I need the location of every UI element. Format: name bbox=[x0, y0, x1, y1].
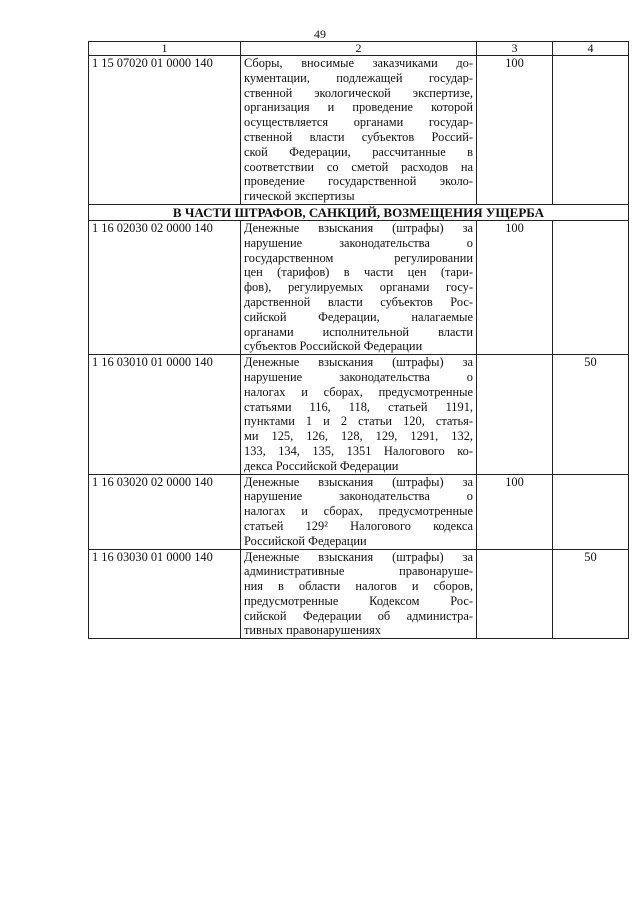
description-line: Денежные взыскания (штрафы) за bbox=[244, 474, 473, 489]
description-line: предусмотренные Кодексом Рос- bbox=[244, 593, 473, 608]
description-line: органами исполнительной власти bbox=[244, 324, 473, 339]
section-header-row bbox=[89, 204, 629, 220]
description-line: организация и проведение которой bbox=[244, 100, 473, 115]
description-line: осуществляется органами государ- bbox=[244, 115, 473, 130]
description-line: статьей 129² Налогового кодекса bbox=[244, 518, 473, 533]
value-cell-col4 bbox=[553, 474, 629, 549]
description-line: ми 125, 126, 128, 129, 1291, 132, bbox=[244, 429, 473, 444]
table-row bbox=[89, 220, 629, 354]
description-line: тивных правонарушениях bbox=[244, 623, 381, 638]
description-line: Денежные взыскания (штрафы) за bbox=[244, 549, 473, 564]
description-line: ской Федерации, рассчитанные в bbox=[244, 144, 473, 159]
description-line: государственном регулировании bbox=[244, 250, 473, 265]
description-line: Сборы, вносимые заказчиками до- bbox=[244, 56, 473, 70]
description-line: Денежные взыскания (штрафы) за bbox=[244, 220, 473, 235]
revenue-table bbox=[88, 41, 629, 639]
value-cell-col4: 50 bbox=[553, 355, 629, 474]
header-cell-col1: 1 bbox=[89, 42, 241, 56]
table-row bbox=[89, 56, 629, 205]
description-line: сийской Федерации, налагаемые bbox=[244, 309, 473, 324]
description-line: нарушение законодательства о bbox=[244, 235, 473, 250]
description-cell bbox=[241, 549, 477, 639]
description-line: 133, 134, 135, 1351 Налогового ко- bbox=[244, 443, 473, 458]
budget-code-cell: 1 16 02030 02 0000 140 bbox=[89, 220, 241, 354]
value-cell-col3: 100 bbox=[477, 56, 553, 205]
description-line: проведение государственной эколо- bbox=[244, 174, 473, 189]
description-cell bbox=[241, 355, 477, 474]
table-row bbox=[89, 549, 629, 639]
description-line: декса Российской Федерации bbox=[244, 458, 399, 473]
budget-code-cell: 1 16 03020 02 0000 140 bbox=[89, 474, 241, 549]
page-number: 49 bbox=[314, 27, 326, 41]
description-line: административные правонаруше- bbox=[244, 564, 473, 579]
description-line: ния в области налогов и сборов, bbox=[244, 579, 473, 594]
description-line: нарушение законодательства о bbox=[244, 369, 473, 384]
value-cell-col3: 100 bbox=[477, 474, 553, 549]
value-cell-col4 bbox=[553, 56, 629, 205]
table-header-row bbox=[89, 42, 629, 56]
description-line: ственной экологической экспертизе, bbox=[244, 85, 473, 100]
description-cell bbox=[241, 56, 477, 205]
description-line: гической экспертизы bbox=[244, 189, 355, 204]
description-line: кументации, подлежащей государ- bbox=[244, 70, 473, 85]
header-cell-col3: 3 bbox=[477, 42, 553, 56]
budget-code-cell: 1 16 03030 01 0000 140 bbox=[89, 549, 241, 639]
description-line: соответствии со сметой расходов на bbox=[244, 159, 473, 174]
header-cell-col2: 2 bbox=[241, 42, 477, 56]
value-cell-col3: 100 bbox=[477, 220, 553, 354]
table-row bbox=[89, 355, 629, 474]
budget-code-cell: 1 16 03010 01 0000 140 bbox=[89, 355, 241, 474]
description-line: налогах и сборах, предусмотренные bbox=[244, 504, 473, 519]
budget-code-cell: 1 15 07020 01 0000 140 bbox=[89, 56, 241, 205]
value-cell-col3 bbox=[477, 549, 553, 639]
description-line: пунктами 1 и 2 статьи 120, статья- bbox=[244, 414, 473, 429]
description-line: налогах и сборах, предусмотренные bbox=[244, 384, 473, 399]
description-line: статьями 116, 118, статьей 1191, bbox=[244, 399, 473, 414]
table-row bbox=[89, 474, 629, 549]
description-line: субъектов Российской Федерации bbox=[244, 339, 423, 354]
description-line: дарственной власти субъектов Рос- bbox=[244, 294, 473, 309]
description-line: нарушение законодательства о bbox=[244, 489, 473, 504]
description-line: Российской Федерации bbox=[244, 533, 367, 548]
description-line: сийской Федерации об администра- bbox=[244, 608, 473, 623]
description-line: Денежные взыскания (штрафы) за bbox=[244, 355, 473, 370]
header-cell-col4: 4 bbox=[553, 42, 629, 56]
description-line: цен (тарифов) в части цен (тари- bbox=[244, 265, 473, 280]
description-cell bbox=[241, 220, 477, 354]
description-line: ственной власти субъектов Россий- bbox=[244, 129, 473, 144]
value-cell-col4: 50 bbox=[553, 549, 629, 639]
description-line: фов), регулируемых органами госу- bbox=[244, 280, 473, 295]
value-cell-col3 bbox=[477, 355, 553, 474]
section-title: В ЧАСТИ ШТРАФОВ, САНКЦИЙ, ВОЗМЕЩЕНИЯ УЩЕРБА bbox=[89, 204, 629, 220]
value-cell-col4 bbox=[553, 220, 629, 354]
description-cell bbox=[241, 474, 477, 549]
